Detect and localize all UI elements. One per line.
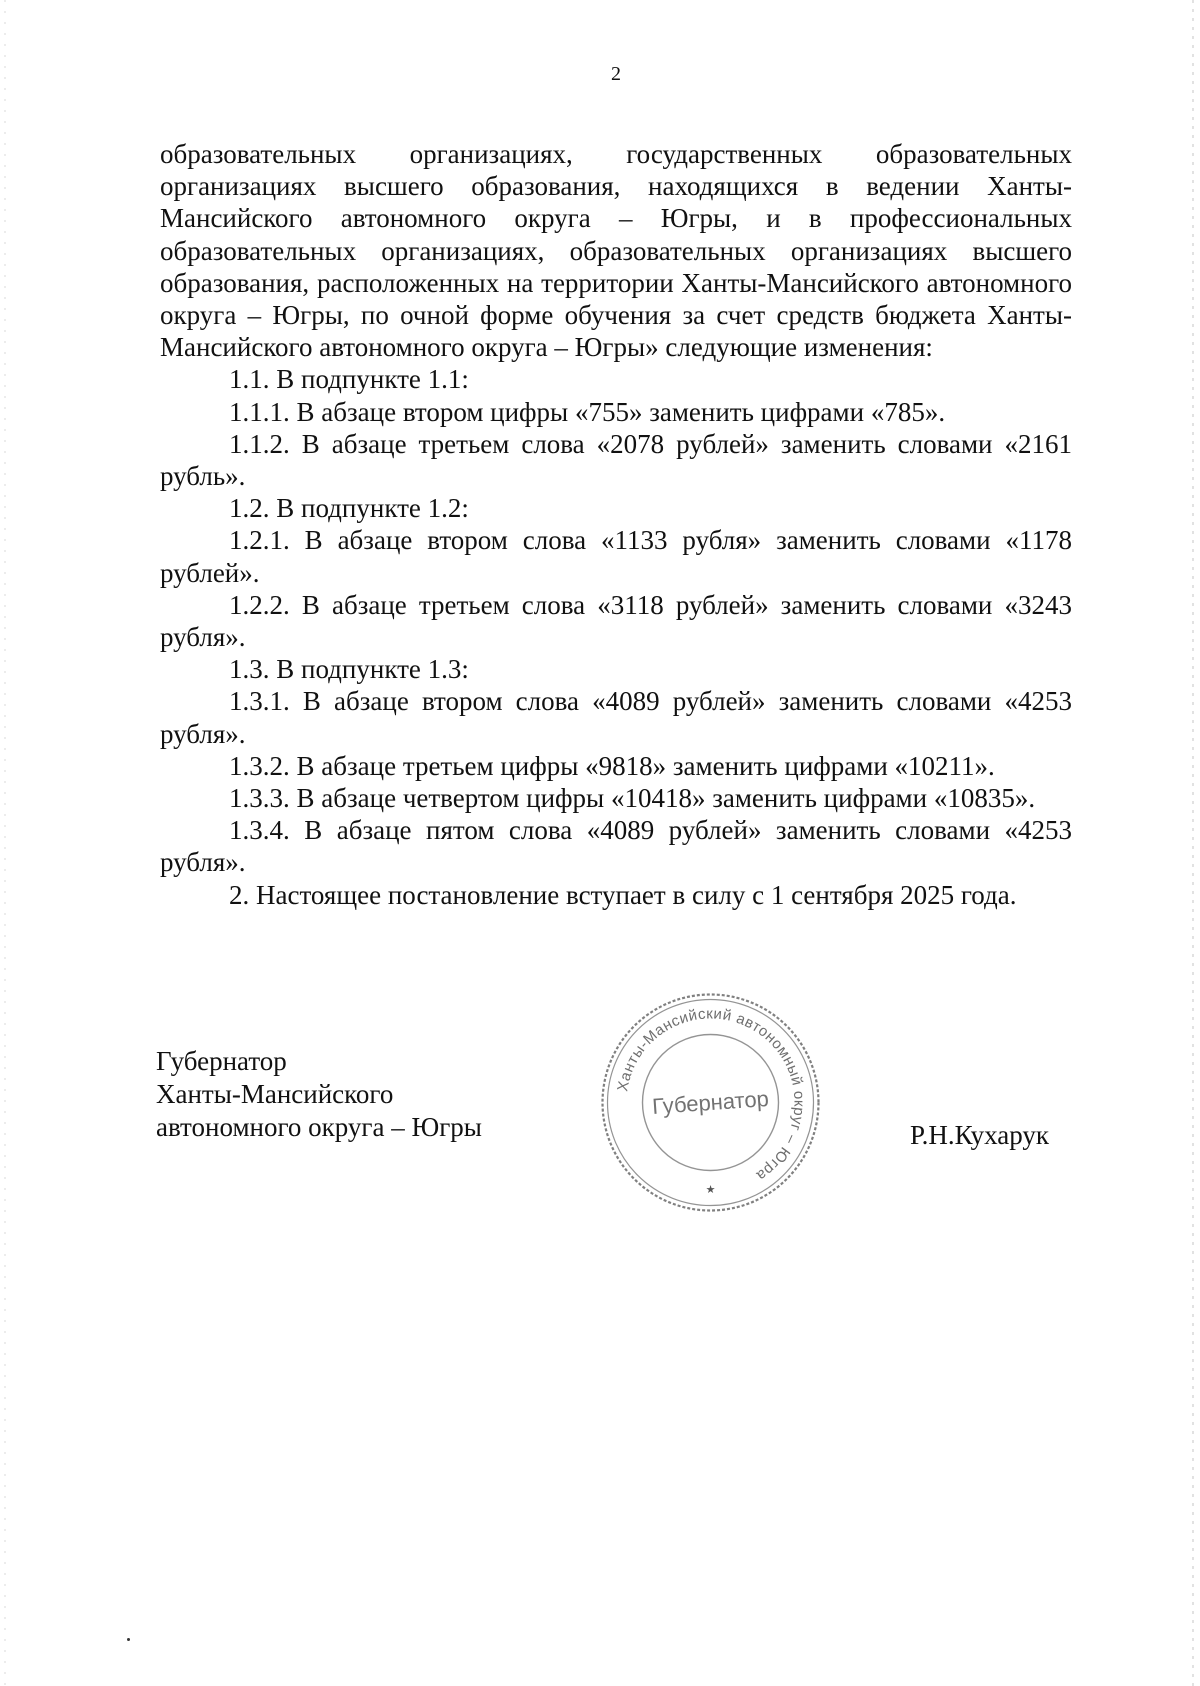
stamp-star-icon: ★ [705,1183,716,1196]
signature-title-line2: Ханты-Мансийского [156,1079,394,1109]
scan-edge-right [1192,0,1194,1686]
scan-edge-left [4,0,6,1686]
stamp-center-text: Губернатор [651,1085,770,1120]
paragraph-1-3-4: 1.3.4. В абзаце пятом слова «4089 рублей» заменить словами «4253 рубля». [160,815,1072,878]
paragraph-1-3-2: 1.3.2. В абзаце третьем цифры «9818» заменить цифрами «10211». [229,750,995,781]
paragraph-1-2-2: 1.2.2. В абзаце третьем слова «3118 рублей» заменить словами «3243 рубля». [160,589,1072,653]
scan-speck [127,1638,130,1641]
paragraph-1-2-1: 1.2.1. В абзаце втором слова «1133 рубля» заменить словами «1178 рублей». [160,525,1072,588]
paragraph-1-3: 1.3. В подпункте 1.3: [229,654,469,685]
official-seal [598,990,823,1215]
stamp-ring-text: Ханты-Мансийский автономный округ – Югра [614,1005,808,1185]
paragraph-1-3-3: 1.3.3. В абзаце четвертом цифры «10418» заменить цифрами «10835». [229,783,1036,814]
signer-name: Р.Н.Кухарук [910,1120,1050,1150]
paragraph-1-1: 1.1. В подпункте 1.1: [229,364,469,395]
page-number: 2 [611,63,621,85]
document-body [160,138,1072,911]
paragraph-1-1-2: 1.1.2. В абзаце третьем слова «2078 рублей» заменить словами «2161 рубль». [160,428,1072,492]
signature-title-line3: автономного округа – Югры [156,1112,482,1142]
signature-title-line1: Губернатор [156,1046,287,1076]
paragraph-2: 2. Настоящее постановление вступает в силу с 1 сентября 2025 года. [229,879,1017,910]
paragraph-1-1-1: 1.1.1. В абзаце втором цифры «755» заменить цифрами «785». [229,396,946,427]
paragraph-1-2: 1.2. В подпункте 1.2: [229,493,469,524]
paragraph-1-3-1: 1.3.1. В абзаце втором слова «4089 рублей» заменить словами «4253 рубля». [160,686,1072,749]
paragraph-intro: образовательных организациях, государственных образовательных организациях высшего образования, находящихся в ведении Ханты-Мансийского автономного округа – Югры, и в профессиональных образовательных организациях, образовательных организациях высшего образования, расположенных на территории Ханты-Мансийского автономного округа – Югры, по очной форме обучения за счет средств бюджета Ханты-Мансийского автономного округа – Югры» следующие изменения: [160,139,1072,363]
signature-title [156,1045,482,1144]
